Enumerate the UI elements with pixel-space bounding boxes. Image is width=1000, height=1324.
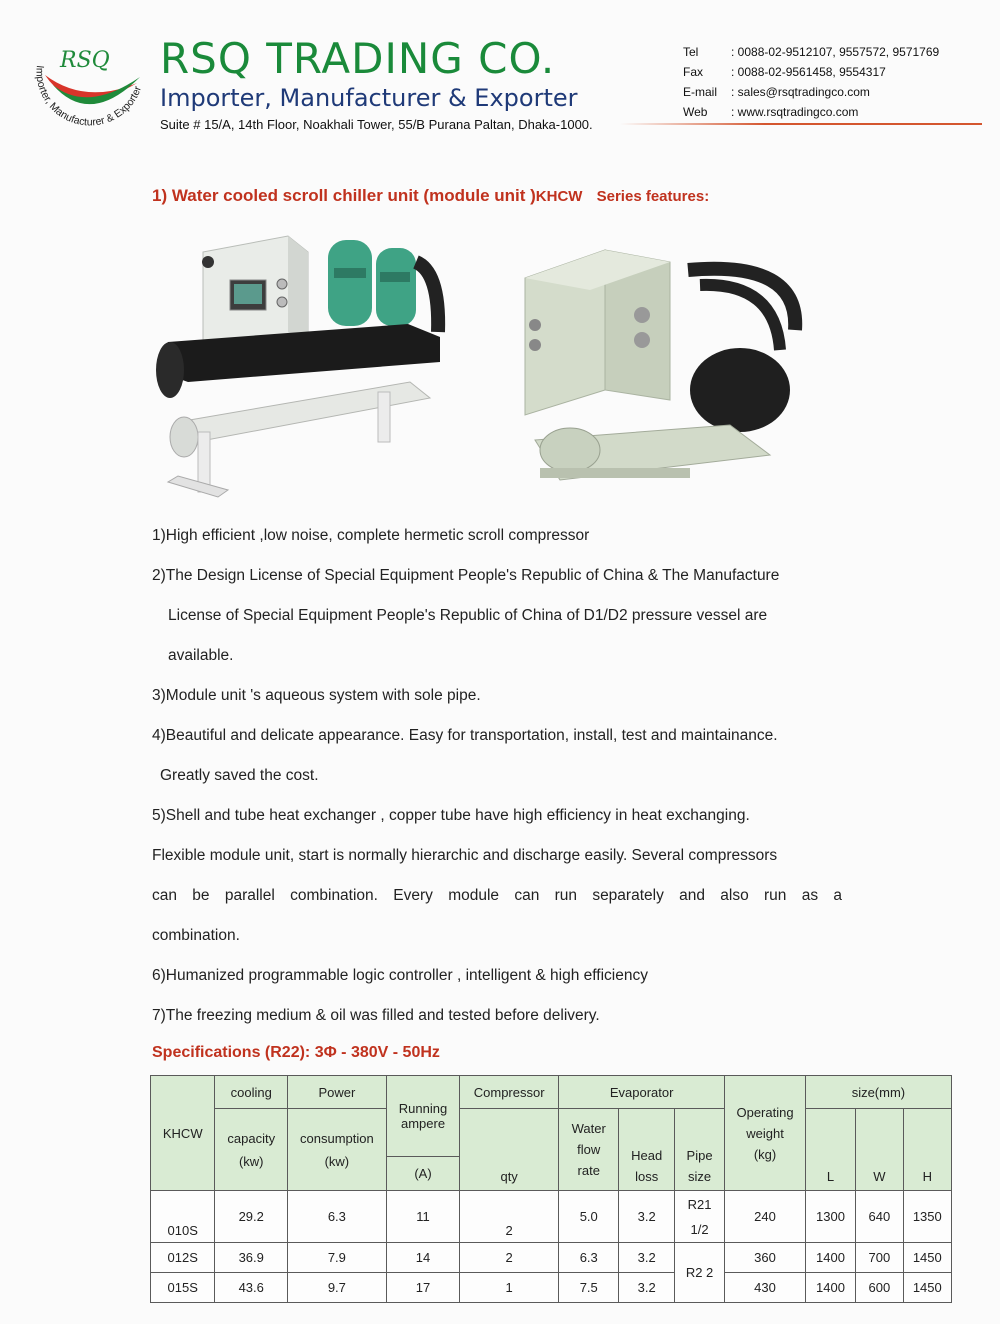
header-compressor: Compressor — [460, 1076, 559, 1109]
feature-item: 6)Humanized programmable logic controller , intelligent & high efficiency — [152, 967, 648, 984]
feature-item: Greatly saved the cost. — [160, 767, 319, 784]
table-row: 010S 29.2 6.3 11 2 5.0 3.2 R21 1/2 240 1300 640 1350 — [151, 1191, 952, 1243]
feature-item: combination. — [152, 927, 240, 944]
header-khcw: KHCW — [151, 1076, 215, 1191]
feature-item: 1)High efficient ,low noise, complete hermetic scroll compressor — [152, 527, 590, 544]
company-logo — [25, 35, 155, 145]
specifications-title: Specifications (R22): 3Φ - 380V - 50Hz — [152, 1044, 440, 1061]
header-a: (A) — [386, 1157, 460, 1191]
header-pipe-size: Pipe size — [674, 1109, 724, 1191]
feature-item: available. — [168, 647, 234, 664]
header-power: Power — [288, 1076, 387, 1109]
section-title: 1) Water cooled scroll chiller unit (module unit )KHCW Series features: — [152, 186, 710, 205]
header-head-loss: Head loss — [619, 1109, 674, 1191]
company-header — [160, 36, 593, 134]
header-evaporator: Evaporator — [559, 1076, 725, 1109]
header-size: size(mm) — [805, 1076, 951, 1109]
header-l: L — [805, 1109, 855, 1191]
feature-item: Flexible module unit, start is normally hierarchic and discharge easily. Several compressors — [152, 847, 778, 864]
header-h: H — [903, 1109, 951, 1191]
pipe-size-cell: R2 2 — [674, 1243, 724, 1303]
header-w: W — [856, 1109, 903, 1191]
feature-item: 2)The Design License of Special Equipment People's Republic of China & The Manufacture — [152, 567, 780, 584]
contact-email: E-mail : sales@rsqtradingco.com — [683, 85, 870, 99]
company-name: RSQ TRADING CO. — [160, 34, 556, 83]
header-consumption: consumption (kw) — [288, 1109, 387, 1191]
company-address: Suite # 15/A, 14th Floor, Noakhali Tower, 55/B Purana Paltan, Dhaka-1000. — [160, 117, 593, 132]
feature-item: 7)The freezing medium & oil was filled and tested before delivery. — [152, 1007, 600, 1024]
chiller-unit-image-2 — [510, 240, 810, 492]
specifications-table — [150, 1075, 952, 1303]
contact-block — [683, 42, 939, 122]
header-water-flow: Water flow rate — [559, 1109, 619, 1191]
contact-web: Web : www.rsqtradingco.com — [683, 105, 859, 119]
table-row: 012S 36.9 7.9 14 2 6.3 3.2 R2 2 360 1400 700 1450 — [151, 1243, 952, 1273]
feature-item: 4)Beautiful and delicate appearance. Easy for transportation, install, test and maintainance. — [152, 727, 778, 744]
header-operating-weight: Operating weight (kg) — [725, 1076, 806, 1191]
header-divider — [620, 123, 982, 125]
contact-tel: Tel : 0088-02-9512107, 9557572, 9571769 — [683, 45, 940, 59]
company-tagline: Importer, Manufacturer & Exporter — [160, 84, 578, 112]
header-running: Running ampere — [386, 1076, 460, 1157]
features-list — [152, 516, 842, 1036]
feature-item: 3)Module unit 's aqueous system with sole pipe. — [152, 687, 481, 704]
pipe-size-cell: R21 1/2 — [674, 1191, 724, 1243]
feature-item: License of Special Equipment People's Republic of China of D1/D2 pressure vessel are — [168, 607, 768, 624]
chiller-unit-image-1 — [148, 232, 473, 512]
logo-text: RSQ — [60, 48, 110, 73]
header-qty: qty — [460, 1109, 559, 1191]
feature-item: 5)Shell and tube heat exchanger , copper tube have high efficiency in heat exchanging. — [152, 807, 750, 824]
header-capacity: capacity (kw) — [215, 1109, 288, 1191]
header-cooling: cooling — [215, 1076, 288, 1109]
logo-ring-text: Importer, Manufacturer & Exporter — [33, 64, 145, 129]
feature-item: can be parallel combination. Every module can run separately and also run as a — [152, 887, 842, 904]
table-row: 015S 43.6 9.7 17 1 7.5 3.2 430 1400 600 1450 — [151, 1273, 952, 1303]
contact-fax: Fax : 0088-02-9561458, 9554317 — [683, 65, 886, 79]
